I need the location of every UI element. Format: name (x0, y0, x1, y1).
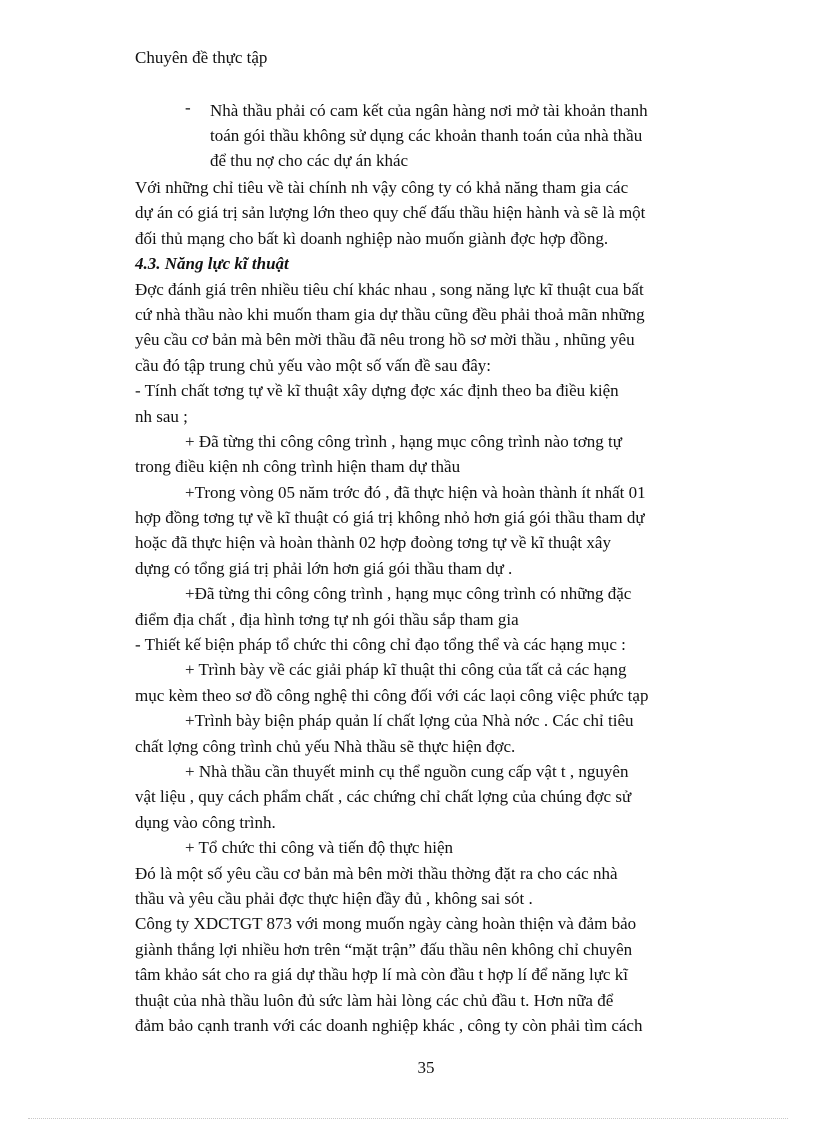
text-line: đối thủ mạng cho bất kì doanh nghiệp nào muốn giành đợc hợp đồng. (135, 228, 609, 248)
text-line: toán gói thầu không sử dụng các khoản thanh toán của nhà thầu (210, 126, 643, 145)
text-line: cầu đó tập trung chủ yếu vào một số vấn đề sau đây: (135, 355, 491, 375)
text-line: Đợc đánh giá trên nhiều tiêu chí khác nhau , song năng lực kĩ thuật cua bất (135, 279, 644, 299)
text-line: + Đã từng thi công công trình , hạng mục công trình nào tơng tự (185, 431, 622, 451)
text-line: dụng vào công trình. (135, 812, 276, 832)
text-line: hợp đồng tơng tự về kĩ thuật có giá trị không nhỏ hơn giá gói thầu tham dự (135, 508, 645, 528)
text-line: dựng có tổng giá trị phải lớn hơn giá gói thầu tham dự . (135, 558, 513, 578)
text-line: cứ nhà thầu nào khi muốn tham gia dự thầu cũng đều phải thoả mãn những (135, 304, 645, 324)
text-line: mục kèm theo sơ đồ công nghệ thi công đối với các laọi công việc phức tạp (135, 685, 649, 705)
text-line: nh sau ; (135, 406, 188, 426)
text-line: tâm khảo sát cho ra giá dự thầu hợp lí mà còn đầu t hợp lí để năng lực kĩ (135, 965, 628, 985)
text-line: để thu nợ cho các dự án khác (210, 151, 409, 170)
page-number: 35 (417, 1058, 435, 1077)
bullet-text (210, 98, 725, 173)
running-header: Chuyên đề thực tập (135, 48, 268, 67)
text-line: thuật của nhà thầu luôn đủ sức làm hài lòng các chủ đầu t. Hơn nữa để (135, 990, 614, 1010)
text-line: + Nhà thầu cần thuyết minh cụ thể nguồn cung cấp vật t , nguyên (185, 761, 629, 781)
text-line: +Đã từng thi công công trình , hạng mục công trình có những đặc (185, 584, 632, 604)
text-line: chất lợng công trình chủ yếu Nhà thầu sẽ thực hiện đợc. (135, 736, 516, 756)
text-line: đảm bảo cạnh tranh với các doanh nghiệp khác , công ty còn phải tìm cách (135, 1015, 643, 1035)
footer-divider (28, 1118, 788, 1119)
text-line: thầu và yêu cầu phải đợc thực hiện đầy đủ , không sai sót . (135, 888, 533, 908)
text-line: - Thiết kế biện pháp tổ chức thi công chỉ đạo tổng thể và các hạng mục : (135, 635, 626, 655)
text-line: - Tính chất tơng tự về kĩ thuật xây dựng đợc xác định theo ba điều kiện (135, 381, 619, 401)
text-line: Nhà thầu phải có cam kết của ngân hàng nơi mở tài khoản thanh (210, 101, 648, 120)
text-line: Đó là một số yêu cầu cơ bản mà bên mời thầu thờng đặt ra cho các nhà (135, 863, 618, 883)
text-line: trong điều kiện nh công trình hiện tham dự thầu (135, 457, 461, 477)
bullet-dash: - (185, 98, 191, 117)
text-line: Với những chỉ tiêu về tài chính nh vậy công ty có khả năng tham gia các (135, 178, 629, 197)
section-heading: 4.3. Năng lực kĩ thuật (135, 254, 289, 274)
text-line: dự án có giá trị sản lượng lớn theo quy chế đấu thầu hiện hành và sẽ là một (135, 203, 646, 223)
text-line: vật liệu , quy cách phẩm chất , các chứng chỉ chất lợng của chúng đợc sử (135, 787, 632, 807)
text-line: yêu cầu cơ bản mà bên mời thầu đã nêu trong hồ sơ mời thầu , nhũng yêu (135, 330, 635, 350)
text-line: +Trong vòng 05 năm trớc đó , đã thực hiện và hoàn thành ít nhất 01 (185, 482, 646, 502)
text-line: điểm địa chất , địa hình tơng tự nh gói thầu sắp tham gia (135, 609, 519, 629)
text-line: hoặc đã thực hiện và hoàn thành 02 hợp đoòng tơng tự về kĩ thuật xây (135, 533, 611, 553)
text-line: + Tổ chức thi công và tiến độ thực hiện (185, 838, 453, 858)
text-line: + Trình bày về các giải pháp kĩ thuật thi công của tất cả các hạng (185, 660, 627, 680)
text-line: giành thắng lợi nhiều hơn trên “mặt trận” đấu thầu nên không chỉ chuyên (135, 939, 633, 959)
text-line: Công ty XDCTGT 873 với mong muốn ngày càng hoàn thiện và đảm bảo (135, 914, 637, 934)
bullet-item (185, 98, 725, 173)
body-text (135, 175, 725, 1038)
text-line: +Trình bày biện pháp quản lí chất lợng của Nhà nớc . Các chỉ tiêu (185, 711, 634, 731)
